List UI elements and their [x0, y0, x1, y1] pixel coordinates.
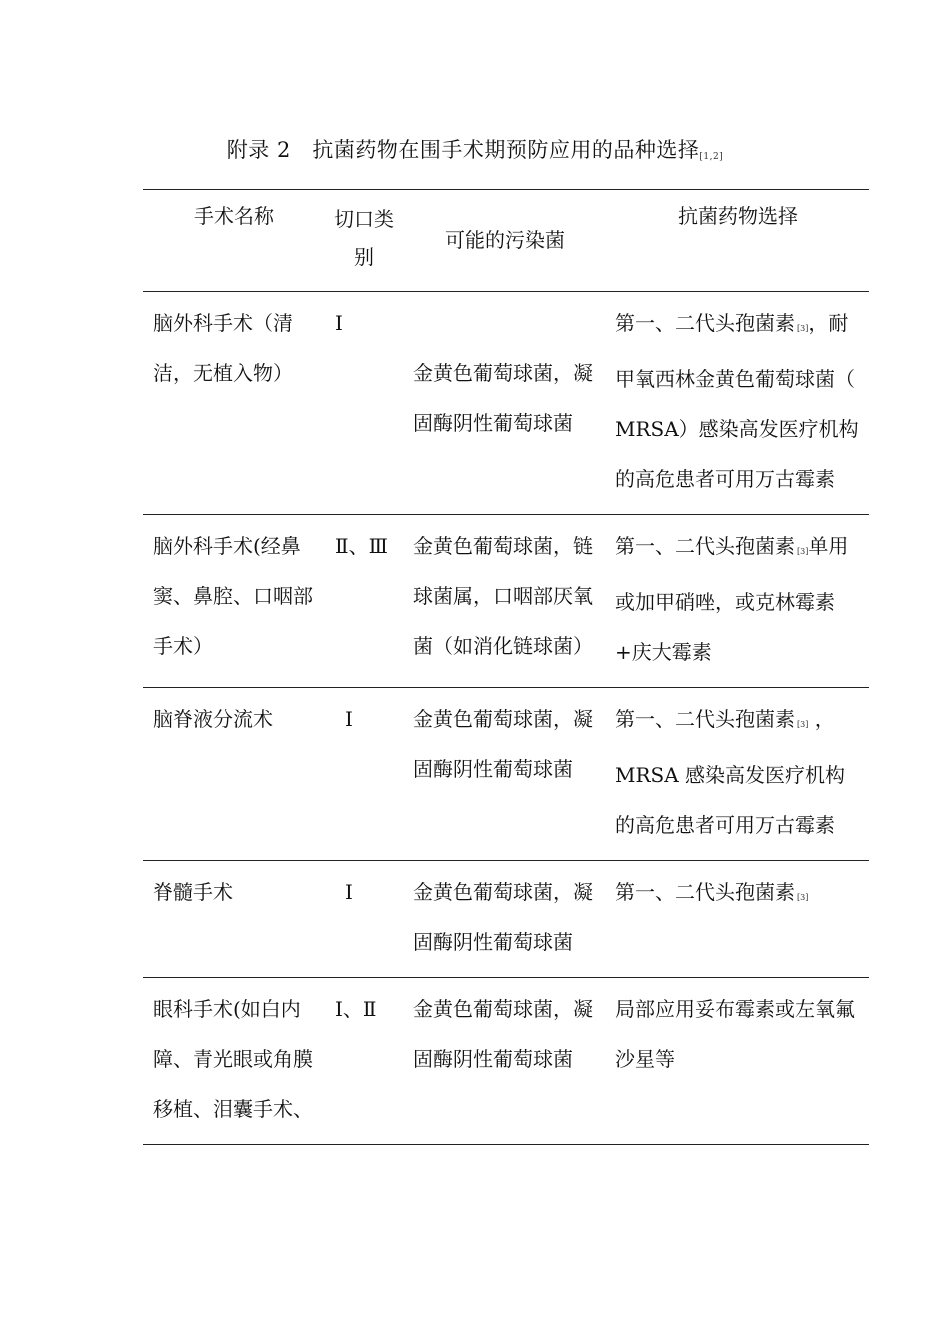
cell-antibiotics: 第一、二代头孢菌素 [3] ，MRSA 感染高发医疗机构的高危患者可用万古霉素: [615, 707, 846, 837]
cell-antibiotics: 第一、二代头孢菌素 [3]: [615, 880, 809, 904]
cell-incision: Ⅰ: [335, 311, 343, 335]
cell-surgery: 脊髓手术: [153, 880, 233, 904]
table-row: [143, 861, 869, 978]
title-text: 附录 2 抗菌药物在围手术期预防应用的品种选择: [226, 138, 700, 162]
cell-pathogens: 金黄色葡萄球菌，凝固酶阴性葡萄球菌: [413, 707, 593, 781]
header-incision: 切口类别: [334, 207, 394, 269]
cell-reference: [3]: [797, 720, 809, 729]
cell-pathogens: 金黄色葡萄球菌，链球菌属，口咽部厌氧菌（如消化链球菌）: [413, 534, 593, 658]
cell-antibiotics: 第一、二代头孢菌素 [3]单用或加甲硝唑，或克林霉素+庆大霉素: [615, 534, 849, 664]
cell-incision: Ⅰ、Ⅱ: [335, 997, 377, 1021]
page-title: [0, 134, 950, 164]
cell-antibiotics: 局部应用妥布霉素或左氧氟沙星等: [615, 997, 855, 1071]
table-row: [143, 978, 869, 1145]
cell-surgery: 脑外科手术(经鼻窦、鼻腔、口咽部手术）: [153, 534, 313, 658]
cell-surgery: 脑脊液分流术: [153, 707, 273, 731]
table-row: [143, 515, 869, 688]
cell-pathogens: 金黄色葡萄球菌，凝固酶阴性葡萄球菌: [413, 997, 593, 1071]
header-surgery: 手术名称: [194, 204, 274, 228]
cell-reference: [3]: [797, 324, 809, 333]
cell-incision: Ⅱ、Ⅲ: [335, 534, 388, 558]
antibiotic-selection-table: [143, 189, 869, 1145]
cell-pathogens: 金黄色葡萄球菌，凝固酶阴性葡萄球菌: [413, 361, 593, 435]
cell-incision: Ⅰ: [345, 707, 353, 731]
cell-reference: [3]: [797, 547, 809, 556]
header-antibiotics: 抗菌药物选择: [678, 204, 798, 228]
cell-surgery: 眼科手术(如白内障、青光眼或角膜移植、泪囊手术、: [153, 997, 313, 1121]
cell-reference: [3]: [797, 893, 809, 902]
cell-surgery: 脑外科手术（清洁，无植入物）: [153, 311, 293, 385]
table-row: [143, 688, 869, 861]
cell-antibiotics: 第一、二代头孢菌素 [3]，耐甲氧西林金黄色葡萄球菌（ MRSA）感染高发医疗机构的高危患者可用万古霉素: [615, 311, 859, 491]
header-pathogens: 可能的污染菌: [445, 228, 565, 252]
cell-incision: Ⅰ: [345, 880, 353, 904]
table-header-row: [143, 190, 869, 292]
title-reference: [1,2]: [699, 152, 724, 162]
table-row: [143, 292, 869, 515]
cell-pathogens: 金黄色葡萄球菌，凝固酶阴性葡萄球菌: [413, 880, 593, 954]
